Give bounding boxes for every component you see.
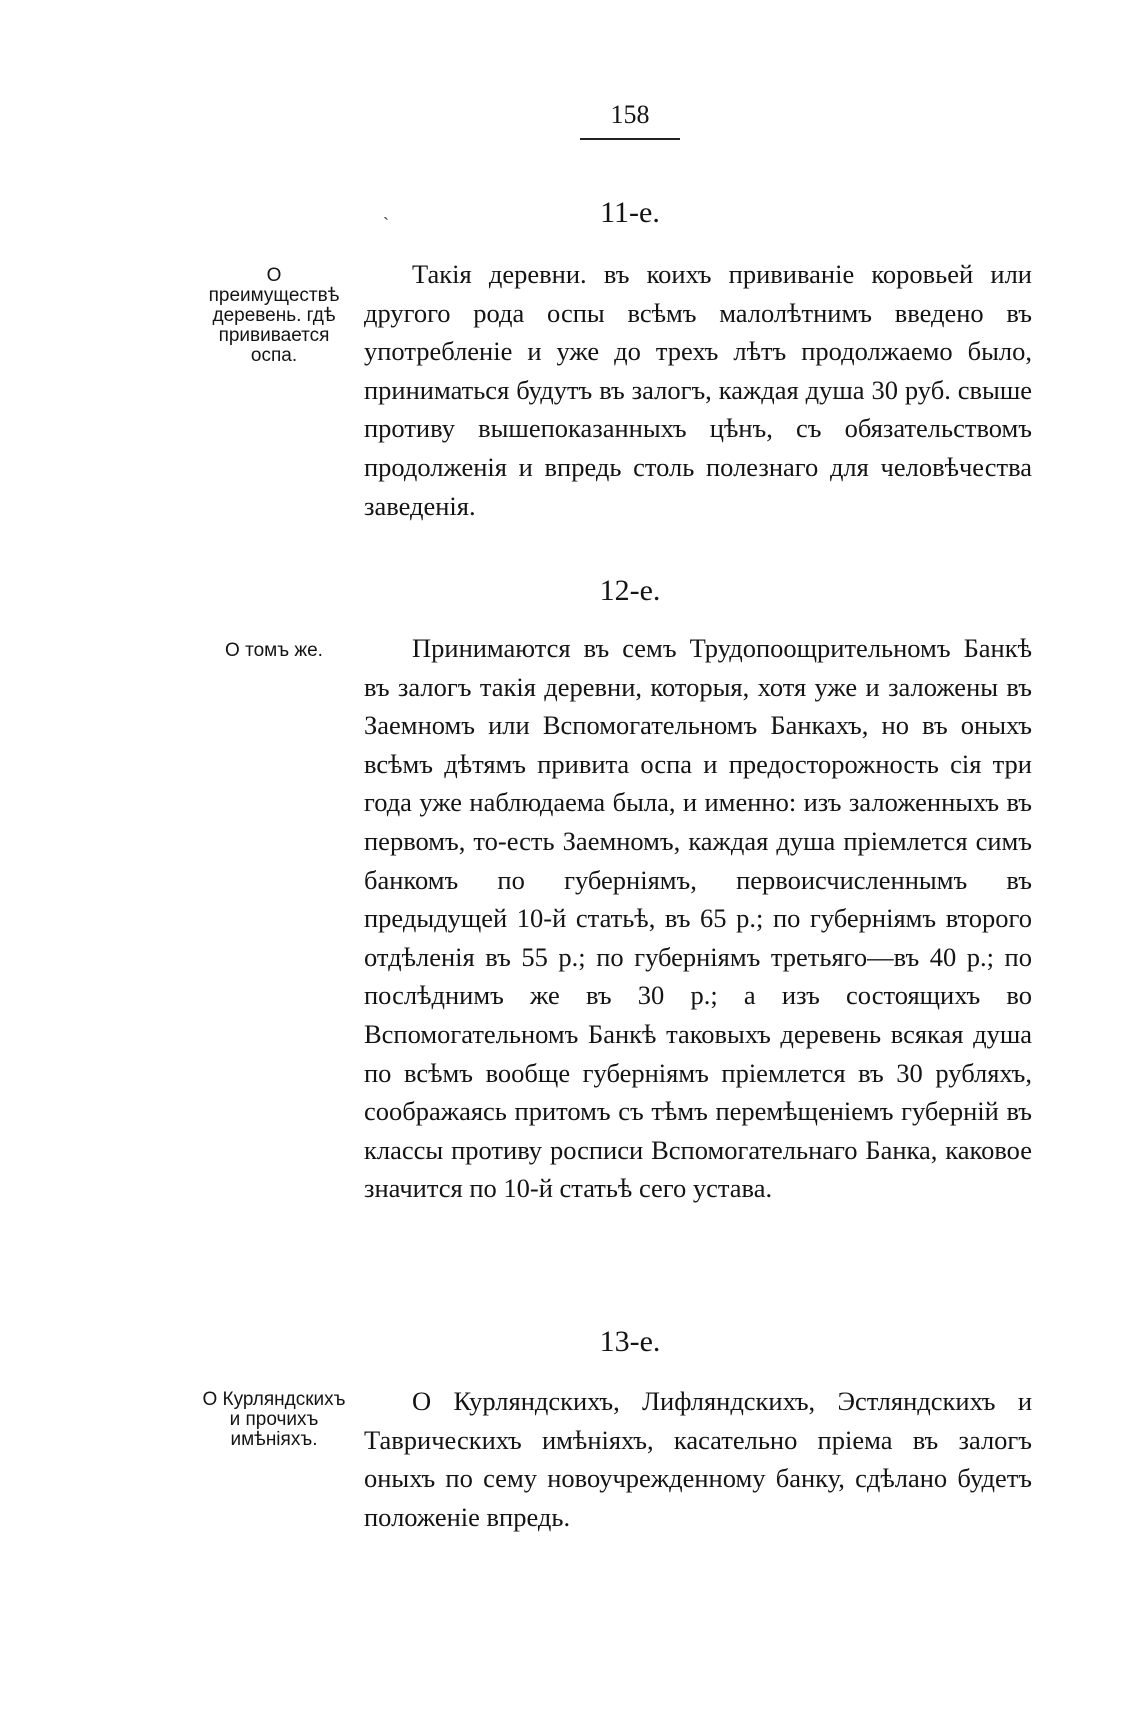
page-number-rule (580, 138, 680, 140)
side-note-12: О томъ же. (225, 640, 323, 661)
section-heading-13: 13-е. (599, 1325, 661, 1358)
scan-speck: ˎ (383, 200, 389, 220)
page-number: 158 (610, 100, 650, 129)
side-note-13: О Курляндскихъ и прочихъ имѣніяхъ. (202, 1389, 346, 1450)
section-text-13: О Курляндскихъ, Лифляндскихъ, Эстляндскихъ и Таврическихъ имѣніяхъ, касательно пріема въ залогъ оныхъ по сему новоучрежденному банку, сдѣлано будетъ положеніе впредь. (364, 1386, 1032, 1532)
section-heading-11: 11-е. (600, 196, 660, 229)
section-heading-12: 12-е. (599, 574, 661, 607)
side-note-11: О преимуществѣ деревень. гдѣ прививается оспа. (208, 265, 340, 366)
section-text-12: Принимаются въ семъ Трудопоощрительномъ Банкѣ въ залогъ такія деревни, которыя, хотя уже и заложены въ Заемномъ или Вспомогательномъ Банкахъ, но въ оныхъ всѣмъ дѣтямъ привита оспа и предосторожность сія три года уже наблюдаема была, и именно: изъ заложенныхъ въ первомъ, то-есть Заемномъ, каждая душа пріемлется симъ банкомъ по губерніямъ, первоисчисленнымъ въ предыдущей 10-й статьѣ, въ 65 р.; по губерніямъ второго отдѣленія въ 55 р.; по губерніямъ третьяго—въ 40 р.; по послѣднимъ же въ 30 р.; а изъ состоящихъ во Вспомогательномъ Банкѣ таковыхъ деревень всякая душа по всѣмъ вообще губерніямъ пріемлется въ 30 рубляхъ, соображаясь притомъ съ тѣмъ перемѣщеніемъ губерній въ классы противу росписи Вспомогательнаго Банка, каковое значится по 10-й статьѣ сего устава. (364, 633, 1032, 1204)
section-text-11: Такія деревни. въ коихъ прививаніе коровьей или другого рода оспы всѣмъ малолѣтнимъ введено въ употребленіе и уже до трехъ лѣтъ продолжаемо было, приниматься будутъ въ залогъ, каждая душа 30 руб. свыше противу вышепоказанныхъ цѣнъ, съ обязательствомъ продолженія и впредь столь полезнаго для человѣчества заведенія. (364, 259, 1032, 521)
